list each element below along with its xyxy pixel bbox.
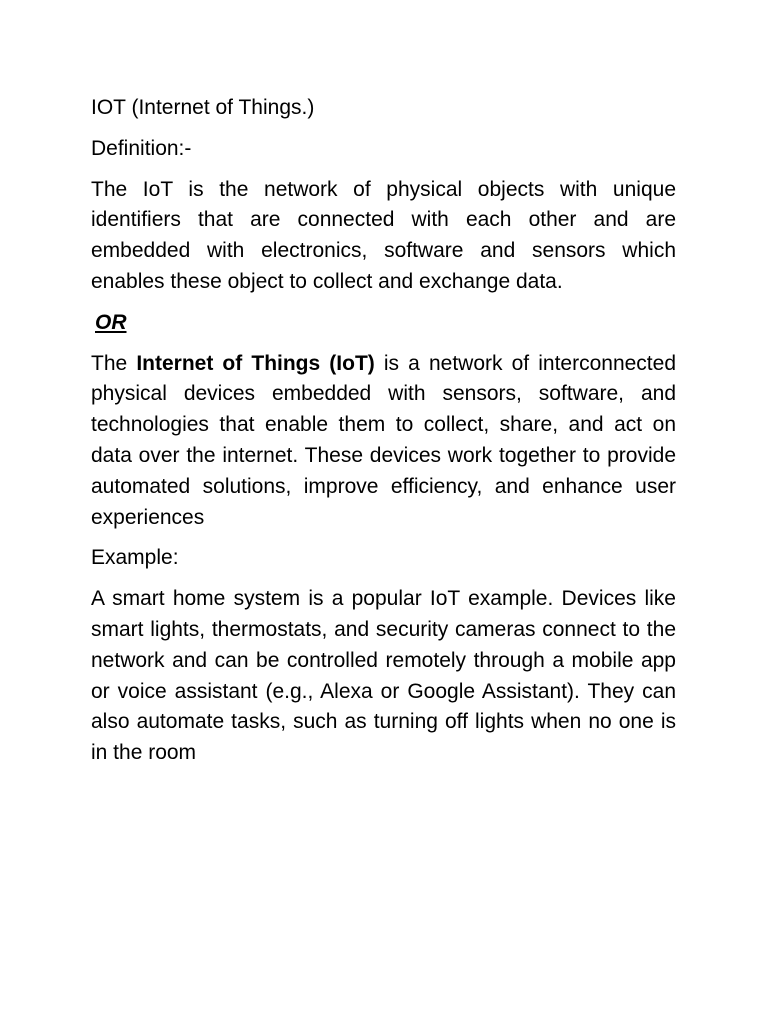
example-heading: Example: (91, 546, 179, 570)
definition-heading: Definition:- (91, 136, 192, 160)
definition-paragraph: The IoT is the network of physical objects with unique identifiers that are connected with each other and are embedded with electronics, software and sensors which enables these object to collect and exchange data. (91, 177, 676, 293)
or-separator: OR (95, 310, 127, 334)
alt-def-bold-term: Internet of Things (IoT) (136, 351, 375, 375)
alt-def-prefix: The (91, 351, 137, 375)
example-paragraph: A smart home system is a popular IoT example. Devices like smart lights, thermostats, and security cameras connect to the network and can be controlled remotely through a mobile app or voice assistant (e.g., Alexa or Google Assistant). They can also automate tasks, such as turning off lights when no one is in the room (91, 587, 676, 765)
document-title: IOT (Internet of Things.) (91, 96, 315, 119)
alt-def-rest: is a network of interconnected physical devices embedded with sensors, software, and technologies that enable them to collect, share, and act on data over the internet. These devices work together to provide automated solutions, improve efficiency, and enhance user experiences (91, 351, 676, 529)
document-body (91, 93, 676, 779)
alternate-definition-paragraph (91, 349, 676, 534)
